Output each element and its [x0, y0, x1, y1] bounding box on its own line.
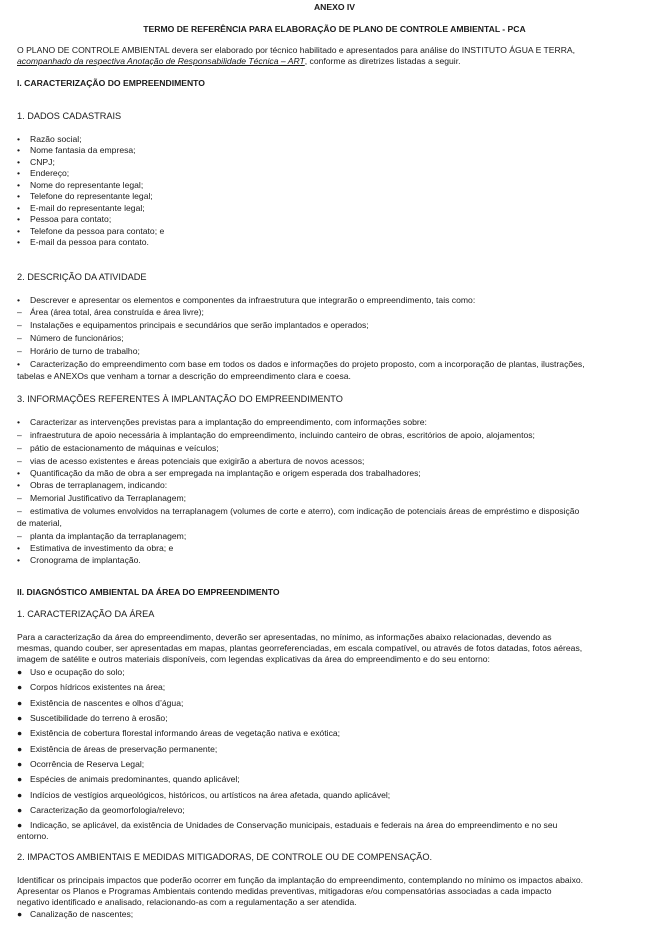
art-reference: acompanhado da respectiva Anotação de Responsabilidade Técnica – ART — [17, 56, 305, 66]
bullet-icon: • — [17, 417, 21, 427]
list-item: infraestrutura de apoio necessária à implantação do empreendimento, incluindo canteiro de obras, escritórios de apoio, alojamentos; — [30, 430, 535, 440]
intro-line-2 — [17, 56, 645, 67]
list-item-continuation: de material, — [17, 518, 62, 528]
bullet-icon: • — [17, 359, 21, 369]
dash-icon: – — [17, 307, 22, 317]
list-item: planta da implantação da terraplanagem; — [30, 531, 187, 541]
dash-icon: – — [17, 443, 22, 453]
bullet-icon: • — [17, 180, 21, 190]
list-item: Existência de cobertura florestal informando áreas de vegetação nativa e exótica; — [30, 728, 341, 738]
bullet-icon: • — [17, 157, 21, 167]
list-item: Obras de terraplanagem, indicando: — [30, 480, 168, 490]
bullet-icon: ● — [17, 744, 23, 754]
bullet-icon: • — [17, 145, 21, 155]
list-item: Indícios de vestígios arqueológicos, históricos, ou artísticos na área afetada, quando aplicável; — [30, 790, 391, 800]
annex-label: ANEXO IV — [313, 2, 356, 12]
list-item: Espécies de animais predominantes, quando aplicável; — [30, 774, 240, 784]
paragraph-line: mesmas, quando couber, ser apresentadas em mapas, plantas georreferenciadas, em escala compatível, ou através de fotos datadas, fotos aéreas, — [17, 643, 583, 653]
document-title: TERMO DE REFERÊNCIA PARA ELABORAÇÃO DE PLANO DE CONTROLE AMBIENTAL - PCA — [143, 24, 526, 34]
list-item: pátio de estacionamento de máquinas e veículos; — [30, 443, 219, 453]
bullet-icon: ● — [17, 805, 23, 815]
list-item: vias de acesso existentes e áreas potenciais que exigirão a abertura de novos acessos; — [30, 456, 365, 466]
list-item-continuation: entorno. — [17, 831, 49, 841]
list-item: E-mail do representante legal; — [30, 203, 145, 213]
bullet-icon: • — [17, 134, 21, 144]
subsection-dados-cadastrais-title: 1. DADOS CADASTRAIS — [17, 111, 122, 121]
list-item: Existência de áreas de preservação permanente; — [30, 744, 218, 754]
list-item: Quantificação da mão de obra a ser empregada na implantação e origem esperada dos trabalhadores; — [30, 468, 421, 478]
subsection-impactos-title: 2. IMPACTOS AMBIENTAIS E MEDIDAS MITIGADORAS, DE CONTROLE OU DE COMPENSAÇÃO. — [17, 852, 433, 862]
list-item: Ocorrência de Reserva Legal; — [30, 759, 145, 769]
bullet-icon: ● — [17, 667, 23, 677]
list-item: Canalização de nascentes; — [30, 909, 134, 919]
paragraph-line: Identificar os principais impactos que poderão ocorrer em função da implantação do empreendimento, contemplando no mínimo os impactos abaixo. — [17, 875, 584, 885]
dash-icon: – — [17, 493, 22, 503]
list-item: Razão social; — [30, 134, 82, 144]
section-2-title: II. DIAGNÓSTICO AMBIENTAL DA ÁREA DO EMPREENDIMENTO — [17, 587, 280, 597]
list-item: Corpos hídricos existentes na área; — [30, 682, 166, 692]
dash-icon: – — [17, 456, 22, 466]
list-item: Área (área total, área construída e área livre); — [30, 307, 204, 317]
intro-line-2-rest: , conforme as diretrizes listadas a seguir. — [304, 56, 461, 66]
list-item: Telefone da pessoa para contato; e — [30, 226, 165, 236]
subsection-descricao-title: 2. DESCRIÇÃO DA ATIVIDADE — [17, 272, 147, 282]
list-item: Número de funcionários; — [30, 333, 124, 343]
bullet-icon: ● — [17, 790, 23, 800]
bullet-icon: • — [17, 480, 21, 490]
bullet-icon: ● — [17, 698, 23, 708]
list-item: Uso e ocupação do solo; — [30, 667, 125, 677]
dash-icon: – — [17, 333, 22, 343]
list-item: Pessoa para contato; — [30, 214, 112, 224]
dash-icon: – — [17, 430, 22, 440]
list-item: Caracterizar as intervenções previstas para a implantação do empreendimento, com informações sobre: — [30, 417, 427, 427]
bullet-icon: • — [17, 168, 21, 178]
bullet-icon: • — [17, 191, 21, 201]
list-item: Indicação, se aplicável, da existência de Unidades de Conservação municipais, estaduais e federais na área do empreendimento e no seu — [30, 820, 558, 830]
list-item: Horário de turno de trabalho; — [30, 346, 140, 356]
list-item: Telefone do representante legal; — [30, 191, 153, 201]
list-item: Estimativa de investimento da obra; e — [30, 543, 174, 553]
bullet-icon: ● — [17, 774, 23, 784]
bullet-icon: ● — [17, 728, 23, 738]
list-item: CNPJ; — [30, 157, 55, 167]
paragraph-line: negativo identificado e analisado, relacionando-as com a regulamentação a ser atendida. — [17, 897, 357, 907]
dash-icon: – — [17, 346, 22, 356]
bullet-icon: • — [17, 468, 21, 478]
bullet-icon: • — [17, 295, 21, 305]
paragraph-line: imagem de satélite e outros materiais disponíveis, com legendas explicativas da área do empreendimento e do seu entorno: — [17, 654, 490, 664]
bullet-icon: ● — [17, 909, 23, 919]
list-item: Descrever e apresentar os elementos e componentes da infraestrutura que integrarão o empreendimento, tais como: — [30, 295, 476, 305]
bullet-icon: • — [17, 226, 21, 236]
list-item-continuation: tabelas e ANEXOs que venham a tornar a descrição do empreendimento clara e coesa. — [17, 371, 351, 381]
bullet-icon: ● — [17, 820, 23, 830]
bullet-icon: ● — [17, 713, 23, 723]
subsection-implantacao-title: 3. INFORMAÇÕES REFERENTES À IMPLANTAÇÃO DO EMPREENDIMENTO — [17, 394, 343, 404]
bullet-icon: • — [17, 214, 21, 224]
paragraph-line: Apresentar os Planos e Programas Ambientais contendo medidas preventivas, mitigadoras e/ou compensatórias associadas a cada impacto — [17, 886, 552, 896]
bullet-icon: • — [17, 237, 21, 247]
dash-icon: – — [17, 506, 22, 516]
section-1-title: I. CARACTERIZAÇÃO DO EMPREENDIMENTO — [17, 78, 205, 88]
list-item: Endereço; — [30, 168, 70, 178]
dash-icon: – — [17, 531, 22, 541]
list-item: Nome fantasia da empresa; — [30, 145, 136, 155]
list-item: Instalações e equipamentos principais e secundários que serão implantados e operados; — [30, 320, 369, 330]
paragraph-line: Para a caracterização da área do empreendimento, deverão ser apresentadas, no mínimo, as informações abaixo relacionadas, devendo as — [17, 632, 552, 642]
list-item: Nome do representante legal; — [30, 180, 144, 190]
dash-icon: – — [17, 320, 22, 330]
bullet-icon: • — [17, 543, 21, 553]
subsection-caracterizacao-area-title: 1. CARACTERIZAÇÃO DA ÁREA — [17, 609, 155, 619]
list-item: Caracterização do empreendimento com base em todos os dados e informações do projeto proposto, com a incorporação de plantas, ilustrações, — [30, 359, 585, 369]
bullet-icon: • — [17, 203, 21, 213]
list-item: Memorial Justificativo da Terraplanagem; — [30, 493, 187, 503]
list-item: Existência de nascentes e olhos d’água; — [30, 698, 184, 708]
list-item: Caracterização da geomorfologia/relevo; — [30, 805, 185, 815]
list-item: Cronograma de implantação. — [30, 555, 141, 565]
bullet-icon: ● — [17, 759, 23, 769]
list-item: estimativa de volumes envolvidos na terraplanagem (volumes de corte e aterro), com indicação de potenciais áreas de empréstimo e disposição — [30, 506, 580, 516]
intro-line-1: O PLANO DE CONTROLE AMBIENTAL devera ser elaborado por técnico habilitado e apresentados para análise do INSTITUTO ÁGUA E TERRA, — [17, 45, 576, 55]
list-item: Suscetibilidade do terreno à erosão; — [30, 713, 168, 723]
list-item: E-mail da pessoa para contato. — [30, 237, 149, 247]
bullet-icon: ● — [17, 682, 23, 692]
bullet-icon: • — [17, 555, 21, 565]
